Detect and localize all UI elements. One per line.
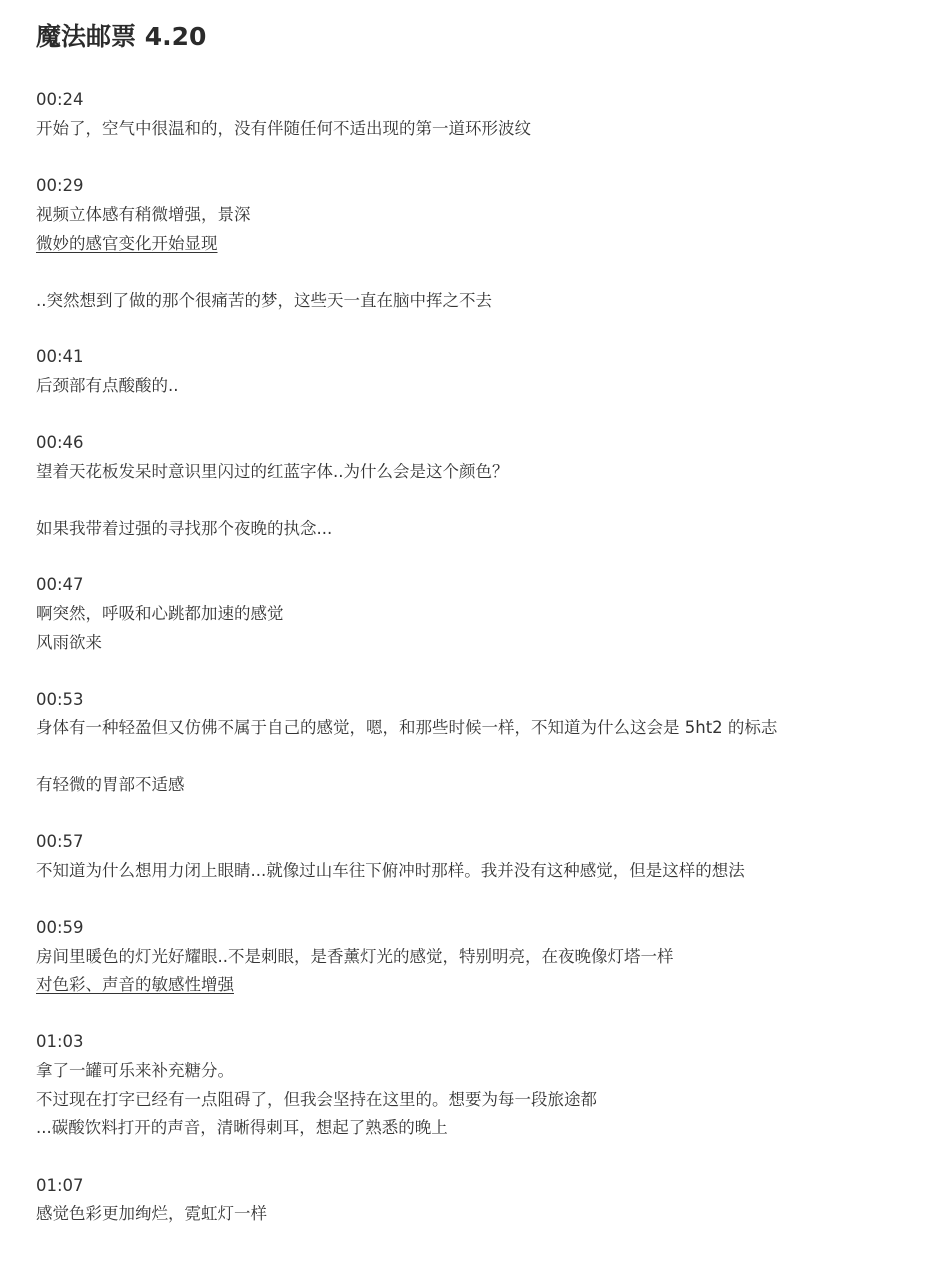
- note-line: ...碳酸饮料打开的声音，清晰得刺耳，想起了熟悉的晚上: [36, 1118, 448, 1137]
- note-line: 视频立体感有稍微增强，景深: [36, 205, 251, 224]
- note-line: 开始了，空气中很温和的，没有伴随任何不适出现的第一道环形波纹: [36, 119, 531, 138]
- page-title: 魔法邮票 4.20: [36, 22, 207, 51]
- timestamp: 00:53: [36, 690, 84, 709]
- timestamp: 00:29: [36, 176, 84, 195]
- note-line: 有轻微的胃部不适感: [36, 775, 185, 794]
- note-line: 感觉色彩更加绚烂，霓虹灯一样: [36, 1204, 267, 1223]
- timestamp: 00:57: [36, 832, 84, 851]
- note-line: 不知道为什么想用力闭上眼睛...就像过山车往下俯冲时那样。我并没有这种感觉，但是这样的想法: [36, 861, 745, 880]
- underlined-note-line: 微妙的感官变化开始显现: [36, 234, 218, 253]
- note-line: 风雨欲来: [36, 633, 102, 652]
- note-line: 拿了一罐可乐来补充糖分。: [36, 1061, 234, 1080]
- note-line: 啊突然，呼吸和心跳都加速的感觉: [36, 604, 284, 623]
- note-line: ..突然想到了做的那个很痛苦的梦，这些天一直在脑中挥之不去: [36, 291, 492, 310]
- timestamp: 00:47: [36, 575, 84, 594]
- note-line: 后颈部有点酸酸的..: [36, 376, 179, 395]
- note-line: 身体有一种轻盈但又仿佛不属于自己的感觉，嗯，和那些时候一样，不知道为什么这会是 5ht2 的标志: [36, 718, 778, 737]
- note-line: 不过现在打字已经有一点阻碍了，但我会坚持在这里的。想要为每一段旅途都: [36, 1090, 597, 1109]
- timestamp: 00:24: [36, 90, 84, 109]
- timestamp: 00:59: [36, 918, 84, 937]
- note-line: 房间里暖色的灯光好耀眼..不是刺眼，是香薰灯光的感觉，特别明亮，在夜晚像灯塔一样: [36, 947, 674, 966]
- note-line: 如果我带着过强的寻找那个夜晚的执念...: [36, 519, 333, 538]
- note-line: 望着天花板发呆时意识里闪过的红蓝字体..为什么会是这个颜色？: [36, 462, 509, 481]
- underlined-note-line: 对色彩、声音的敏感性增强: [36, 975, 234, 994]
- timestamp: 01:03: [36, 1032, 84, 1051]
- timestamp: 00:41: [36, 347, 84, 366]
- timestamp: 01:07: [36, 1176, 84, 1195]
- timestamp: 00:46: [36, 433, 84, 452]
